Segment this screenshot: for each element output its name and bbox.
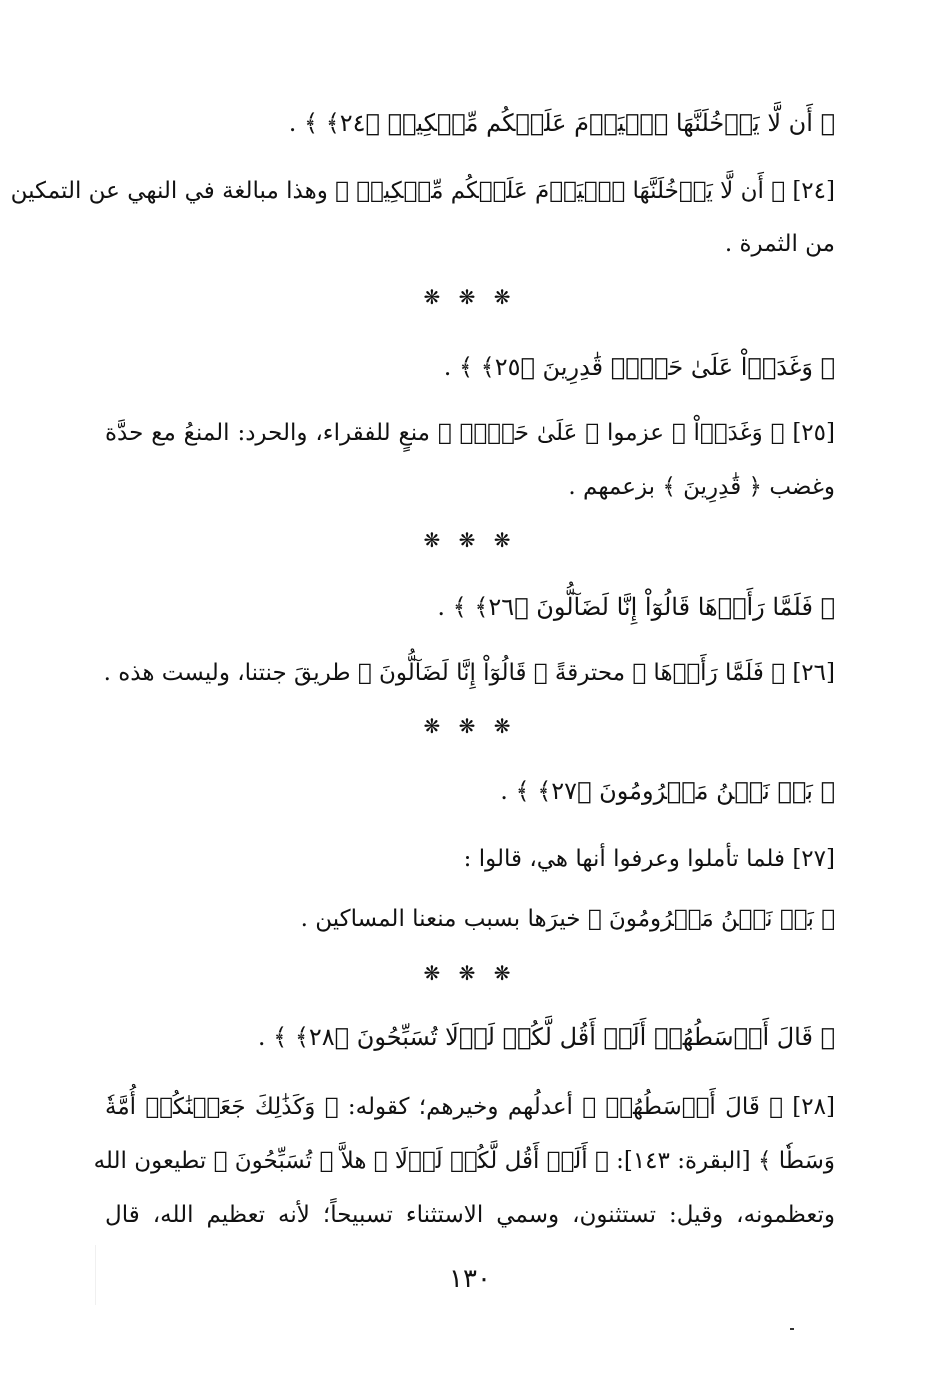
page-number: ١٣٠ — [449, 1264, 491, 1294]
commentary-27-line-1: [٢٧] فلما تأملوا وعرفوا أنها هي، قالوا : — [463, 846, 835, 872]
commentary-28-line-3: وتعظمونه، وقيل: تستثنون، وسمي الاستثناء تسبيحاً؛ لأنه تعظيم الله، قال — [105, 1202, 835, 1228]
verse-27: ﴿ بَلۡ نَحۡنُ مَحۡرُومُونَ ﴿٢٧﴾ ﴾ . — [500, 777, 835, 805]
commentary-25-line-2: وغضب ﴿ قَٰدِرِينَ ﴾ بزعمهم . — [568, 474, 835, 500]
commentary-25-line-1: [٢٥] ﴿ وَغَدَوۡاْ ﴾ عزموا ﴿ عَلَىٰ حَرۡدٖ ﴾ منعٍ للفقراء، والحرد: المنعُ مع حدَّة — [105, 420, 835, 446]
commentary-26-line-1: [٢٦] ﴿ فَلَمَّا رَأَوۡهَا ﴾ محترقةً ﴿ قَالُوٓاْ إِنَّا لَضَآلُّونَ ﴾ طريقَ جنتنا، وليست هذه . — [103, 660, 835, 686]
section-separator-1: ❋ ❋ ❋ — [423, 285, 517, 309]
commentary-28-line-1: [٢٨] ﴿ قَالَ أَوۡسَطُهُمۡ ﴾ أعدلُهم وخيرهم؛ كقوله: ﴿ وَكَذَٰلِكَ جَعَلۡنَٰكُمۡ أُمَّةٗ — [105, 1094, 835, 1120]
verse-24: ﴿ أَن لَّا يَدۡخُلَنَّهَا ٱلۡيَوۡمَ عَلَيۡكُم مِّسۡكِينٞ ﴿٢٤﴾ ﴾ . — [288, 109, 835, 137]
section-separator-3: ❋ ❋ ❋ — [423, 714, 517, 738]
section-separator-4: ❋ ❋ ❋ — [423, 961, 517, 985]
book-page — [10, 0, 835, 1375]
verse-25: ﴿ وَغَدَوۡاْ عَلَىٰ حَرۡدٖ قَٰدِرِينَ ﴿٢٥﴾ ﴾ . — [443, 353, 835, 381]
scan-dot-mark — [790, 1328, 794, 1330]
verse-28: ﴿ قَالَ أَوۡسَطُهُمۡ أَلَمۡ أَقُل لَّكُمۡ لَوۡلَا تُسَبِّحُونَ ﴿٢٨﴾ ﴾ . — [257, 1023, 835, 1051]
commentary-28-line-2: وَسَطٗا ﴾ [البقرة: ١٤٣]: ﴿ أَلَمۡ أَقُل لَّكُمۡ لَوۡلَا ﴾ هلاَّ ﴿ تُسَبِّحُونَ ﴾ تطيعون الله — [93, 1148, 835, 1174]
section-separator-2: ❋ ❋ ❋ — [423, 528, 517, 552]
commentary-24-line-1: [٢٤] ﴿ أَن لَّا يَدۡخُلَنَّهَا ٱلۡيَوۡمَ عَلَيۡكُم مِّسۡكِينٞ ﴾ وهذا مبالغة في النهي عن التمكين — [10, 178, 835, 204]
commentary-27-line-2: ﴿ بَلۡ نَحۡنُ مَحۡرُومُونَ ﴾ خيرَها بسبب منعنا المساكين . — [300, 906, 835, 932]
scan-margin-mark — [95, 1245, 96, 1305]
commentary-24-line-2: من الثمرة . — [724, 231, 835, 257]
verse-26: ﴿ فَلَمَّا رَأَوۡهَا قَالُوٓاْ إِنَّا لَضَآلُّونَ ﴿٢٦﴾ ﴾ . — [437, 593, 835, 621]
